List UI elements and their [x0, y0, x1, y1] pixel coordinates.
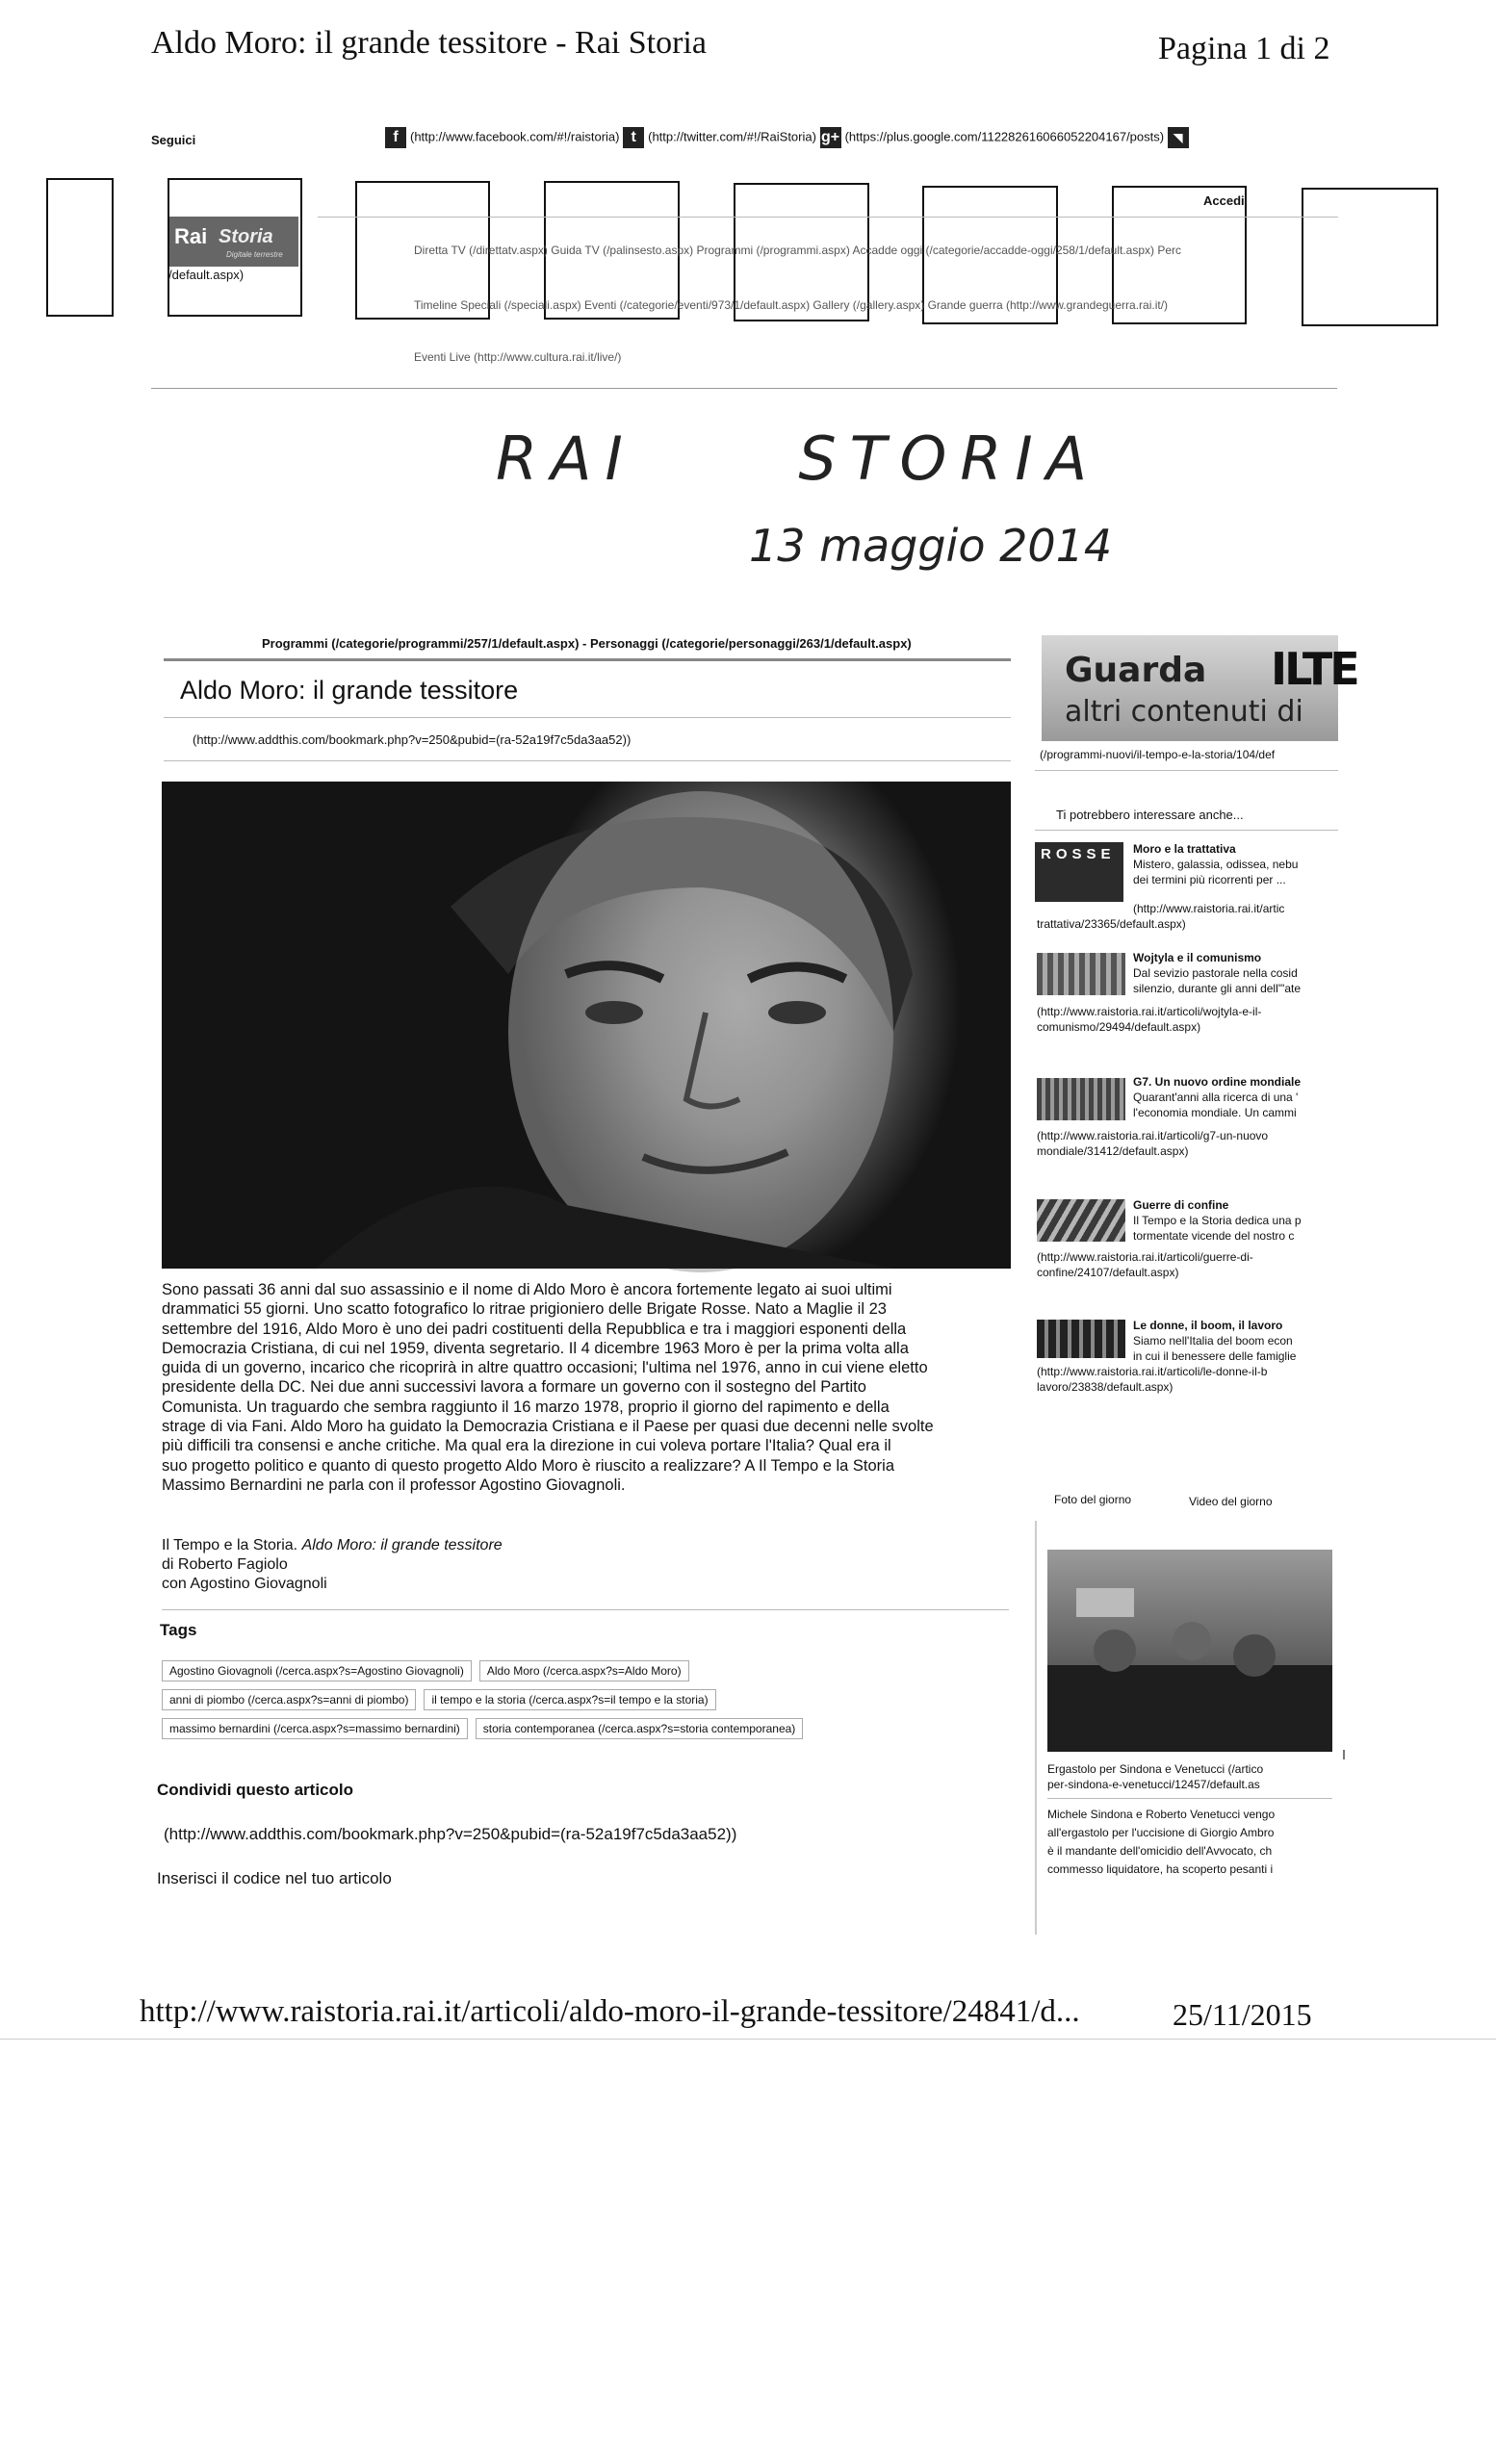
logo-link[interactable]: /default.aspx): [168, 268, 245, 282]
tags-list: [162, 1660, 990, 1747]
related-item[interactable]: [1035, 1194, 1339, 1314]
share-label: Condividi questo articolo: [157, 1781, 354, 1799]
related-link[interactable]: (http://www.raistoria.rai.it/articoli/guerre-di-: [1037, 1250, 1253, 1264]
related-link[interactable]: (http://www.raistoria.rai.it/articoli/le-donne-il-b: [1037, 1365, 1268, 1378]
tag-chip[interactable]: anni di piombo (/cerca.aspx?s=anni di piombo): [162, 1689, 416, 1710]
body-line: Comunista. Un traguardo che sembra raggiunto il 16 marzo 1978, proprio il giorno del rapimento e della: [162, 1398, 890, 1416]
photo-description: [1047, 1806, 1275, 1879]
tags-row: [162, 1718, 990, 1747]
related-link[interactable]: (http://www.raistoria.rai.it/articoli/wojtyla-e-il-: [1037, 1005, 1262, 1018]
banner-link[interactable]: (/programmi-nuovi/il-tempo-e-la-storia/104/def: [1040, 748, 1276, 761]
related-item[interactable]: [1035, 948, 1339, 1068]
logo-storia-text: Storia: [219, 226, 273, 247]
share-link[interactable]: (http://www.addthis.com/bookmark.php?v=250&pubid=(ra-52a19f7c5da3aa52)): [164, 1825, 737, 1843]
court-scene: [1047, 1550, 1332, 1752]
body-line: settembre del 1916, Aldo Moro è uno dei padri costituenti della Repubblica e tra i maggiori esponenti della: [162, 1320, 907, 1338]
banner-subtitle: altri contenuti di: [1065, 695, 1303, 729]
related-desc-line: tormentate vicende del nostro c: [1133, 1229, 1295, 1243]
related-desc-line: in cui il benessere delle famiglie: [1133, 1349, 1297, 1363]
tag-chip[interactable]: storia contemporanea (/cerca.aspx?s=storia contemporanea): [476, 1718, 804, 1739]
photo-desc-line: commesso liquidatore, ha scoperto pesanti i: [1047, 1862, 1274, 1876]
header-divider: [151, 388, 1337, 389]
related-thumbnail: [1037, 1078, 1125, 1120]
rss-icon[interactable]: ◥: [1168, 127, 1189, 148]
scan-mark: [1343, 1750, 1345, 1759]
breadcrumb-rule: [164, 658, 1011, 661]
portrait-shapes: [162, 782, 1011, 1269]
credits-episode: Aldo Moro: il grande tessitore: [301, 1537, 503, 1553]
related-desc-line: Il Tempo e la Storia dedica una p: [1133, 1214, 1302, 1227]
embed-code-label[interactable]: Inserisci il codice nel tuo articolo: [157, 1869, 392, 1887]
interest-label: Ti potrebbero interessare anche...: [1056, 808, 1244, 822]
sidebar-divider: [1035, 830, 1338, 831]
google-plus-icon[interactable]: g+: [820, 127, 841, 148]
footer-url: http://www.raistoria.rai.it/articoli/aldo-moro-il-grande-tessitore/24841/d...: [140, 1994, 1080, 2029]
facebook-link[interactable]: (http://www.facebook.com/#!/raistoria): [410, 129, 620, 144]
login-link[interactable]: Accedi: [1203, 193, 1245, 208]
related-desc: [1133, 1333, 1296, 1364]
nav-row-3[interactable]: Eventi Live (http://www.cultura.rai.it/live/): [414, 350, 622, 364]
article-title: Aldo Moro: il grande tessitore: [180, 676, 519, 705]
related-desc-line: silenzio, durante gli anni dell'"ate: [1133, 982, 1301, 995]
related-title[interactable]: Wojtyla e il comunismo: [1133, 951, 1262, 964]
related-thumbnail: [1037, 953, 1125, 995]
related-desc: [1133, 1213, 1302, 1244]
related-desc-line: Quarant'anni alla ricerca di una ': [1133, 1091, 1299, 1104]
footer-date: 25/11/2015: [1173, 1997, 1312, 2032]
related-item[interactable]: [1035, 837, 1339, 948]
annotation-box: [168, 178, 302, 317]
photo-title-line: Ergastolo per Sindona e Venetucci (/artico: [1047, 1762, 1264, 1776]
banner-guarda: Guarda: [1065, 651, 1207, 690]
related-item[interactable]: [1035, 1068, 1339, 1194]
twitter-link[interactable]: (http://twitter.com/#!/RaiStoria): [648, 129, 816, 144]
body-line: drammatici 55 giorni. Uno scatto fotografico lo ritrae prigioniero delle Brigate Rosse. Nato a Maglie il 23: [162, 1300, 887, 1319]
nav-row-2[interactable]: Timeline Speciali (/speciali.aspx) Eventi (/categorie/eventi/973/1/default.aspx) Gallery (/gallery.aspx) Grande guerra (http://www.grandeguerra.rai.it/): [414, 298, 1169, 312]
body-line: Massimo Bernardini ne parla con il professor Agostino Giovagnoli.: [162, 1476, 626, 1494]
tab-video-del-giorno[interactable]: Video del giorno: [1189, 1495, 1273, 1508]
aldo-moro-photo: [162, 782, 1011, 1269]
title-divider: [164, 760, 1011, 761]
photo-desc-line: è il mandante dell'omicidio dell'Avvocato, ch: [1047, 1844, 1273, 1858]
related-desc-line: Mistero, galassia, odissea, nebu: [1133, 858, 1299, 871]
tags-label: Tags: [160, 1621, 197, 1639]
tags-row: [162, 1689, 990, 1718]
related-desc-line: Dal sevizio pastorale nella cosid: [1133, 966, 1298, 980]
tab-foto-del-giorno[interactable]: Foto del giorno: [1054, 1493, 1132, 1506]
title-divider: [164, 717, 1011, 718]
photo-of-the-day[interactable]: [1047, 1550, 1332, 1752]
tags-divider: [162, 1609, 1009, 1610]
related-link[interactable]: (http://www.raistoria.rai.it/artic: [1133, 902, 1285, 915]
google-plus-link[interactable]: (https://plus.google.com/112282616066052204167/posts): [844, 129, 1165, 144]
related-thumbnail: [1037, 1199, 1125, 1242]
logo-tagline: Digitale terrestre: [226, 250, 283, 259]
nav-row-1[interactable]: Diretta TV (/direttatv.aspx) Guida TV (/palinsesto.aspx) Programmi (/programmi.aspx) Accadde oggi (/categorie/accadde-oggi/258/1/default.aspx) Perc: [414, 244, 1182, 257]
body-line: Democrazia Cristiana, di cui nel 1959, diventa segretario. Il 4 dicembre 1963 Moro è per la prima volta alla: [162, 1339, 909, 1357]
body-line: guida di un governo, incarico che ricoprirà in altre quattro occasioni; l'ultima nel 1976, anno in cui viene eletto: [162, 1359, 928, 1377]
facebook-icon[interactable]: f: [385, 127, 406, 148]
credits-guest: con Agostino Giovagnoli: [162, 1576, 327, 1592]
related-desc: [1133, 965, 1301, 996]
related-desc: [1133, 857, 1298, 887]
sidebar-divider: [1035, 770, 1338, 771]
related-title[interactable]: Moro e la trattativa: [1133, 842, 1236, 856]
banner-logo: ILTE: [1271, 643, 1357, 695]
related-item[interactable]: [1035, 1314, 1339, 1429]
social-bar: [385, 127, 1193, 148]
credits: [162, 1536, 503, 1594]
related-title[interactable]: Guerre di confine: [1133, 1198, 1229, 1212]
related-desc: [1133, 1090, 1298, 1120]
related-link[interactable]: (http://www.raistoria.rai.it/articoli/g7-un-nuovo: [1037, 1129, 1269, 1142]
tag-chip[interactable]: Aldo Moro (/cerca.aspx?s=Aldo Moro): [479, 1660, 689, 1681]
related-link[interactable]: confine/24107/default.aspx): [1037, 1266, 1179, 1279]
body-line: più difficili tra consensi e anche critiche. Ma qual era la direzione in cui voleva portare l'Italia? Qual era il: [162, 1437, 891, 1455]
sidebar-banner[interactable]: [1042, 635, 1357, 741]
related-link[interactable]: comunismo/29494/default.aspx): [1037, 1020, 1201, 1034]
document-title: Aldo Moro: il grande tessitore - Rai Storia: [151, 25, 707, 61]
related-thumbnail: ROSSE: [1035, 842, 1123, 902]
seguici-label: Seguici: [151, 133, 196, 147]
article-body: [162, 1280, 999, 1495]
tags-row: [162, 1660, 990, 1689]
body-line: strage di via Fani. Aldo Moro ha guidato la Democrazia Cristiana e il Paese per quasi due decenni nelle svolte: [162, 1418, 934, 1436]
related-list: [1035, 837, 1339, 1429]
body-line: presidente della DC. Nei due anni successivi lavora a formare un governo con il sostegno del Partito: [162, 1378, 866, 1397]
tag-chip[interactable]: il tempo e la storia (/cerca.aspx?s=il tempo e la storia): [424, 1689, 715, 1710]
photo-desc-line: all'ergastolo per l'uccisione di Giorgio Ambro: [1047, 1826, 1275, 1839]
credits-author: di Roberto Fagiolo: [162, 1556, 288, 1573]
body-line: suo progetto politico e quanto di questo progetto Aldo Moro è riuscito a realizzare? A Il Tempo e la Storia: [162, 1456, 894, 1475]
credits-program-line: [162, 1536, 503, 1555]
related-link[interactable]: mondiale/31412/default.aspx): [1037, 1144, 1189, 1158]
sidebar-border: [1035, 1521, 1037, 1935]
addthis-link[interactable]: (http://www.addthis.com/bookmark.php?v=250&pubid=(ra-52a19f7c5da3aa52)): [193, 732, 632, 747]
photo-desc-line: Michele Sindona e Roberto Venetucci vengo: [1047, 1808, 1276, 1821]
annotation-box: [46, 178, 114, 317]
page-counter: Pagina 1 di 2: [1158, 31, 1330, 66]
photo-divider: [1047, 1798, 1332, 1799]
related-desc-line: l'economia mondiale. Un cammi: [1133, 1106, 1297, 1119]
handwritten-source: RAI STORIA: [496, 424, 1101, 494]
logo-rai-text: Rai: [174, 224, 208, 248]
related-link[interactable]: trattativa/23365/default.aspx): [1037, 917, 1186, 931]
related-link[interactable]: lavoro/23838/default.aspx): [1037, 1380, 1174, 1394]
related-thumbnail: [1037, 1320, 1125, 1358]
related-desc-line: Siamo nell'Italia del boom econ: [1133, 1334, 1293, 1348]
scan-edge: [0, 2039, 1496, 2040]
body-line: Sono passati 36 anni dal suo assassinio e il nome di Aldo Moro è ancora fortemente legato ai suoi ultimi: [162, 1281, 892, 1298]
related-title[interactable]: G7. Un nuovo ordine mondiale: [1133, 1075, 1302, 1089]
breadcrumb[interactable]: Programmi (/categorie/programmi/257/1/default.aspx) - Personaggi (/categorie/personaggi/263/1/default.aspx): [262, 636, 912, 651]
photo-title[interactable]: [1047, 1761, 1263, 1792]
nav-divider: [318, 217, 1338, 218]
photo-title-line: per-sindona-e-venetucci/12457/default.as: [1047, 1778, 1260, 1791]
tag-chip[interactable]: massimo bernardini (/cerca.aspx?s=massimo bernardini): [162, 1718, 468, 1739]
handwritten-date: 13 maggio 2014: [749, 520, 1113, 572]
related-title[interactable]: Le donne, il boom, il lavoro: [1133, 1319, 1283, 1332]
twitter-icon[interactable]: t: [623, 127, 644, 148]
related-desc-line: dei termini più ricorrenti per ...: [1133, 873, 1286, 886]
credits-program: Il Tempo e la Storia.: [162, 1537, 298, 1553]
tag-chip[interactable]: Agostino Giovagnoli (/cerca.aspx?s=Agostino Giovagnoli): [162, 1660, 472, 1681]
